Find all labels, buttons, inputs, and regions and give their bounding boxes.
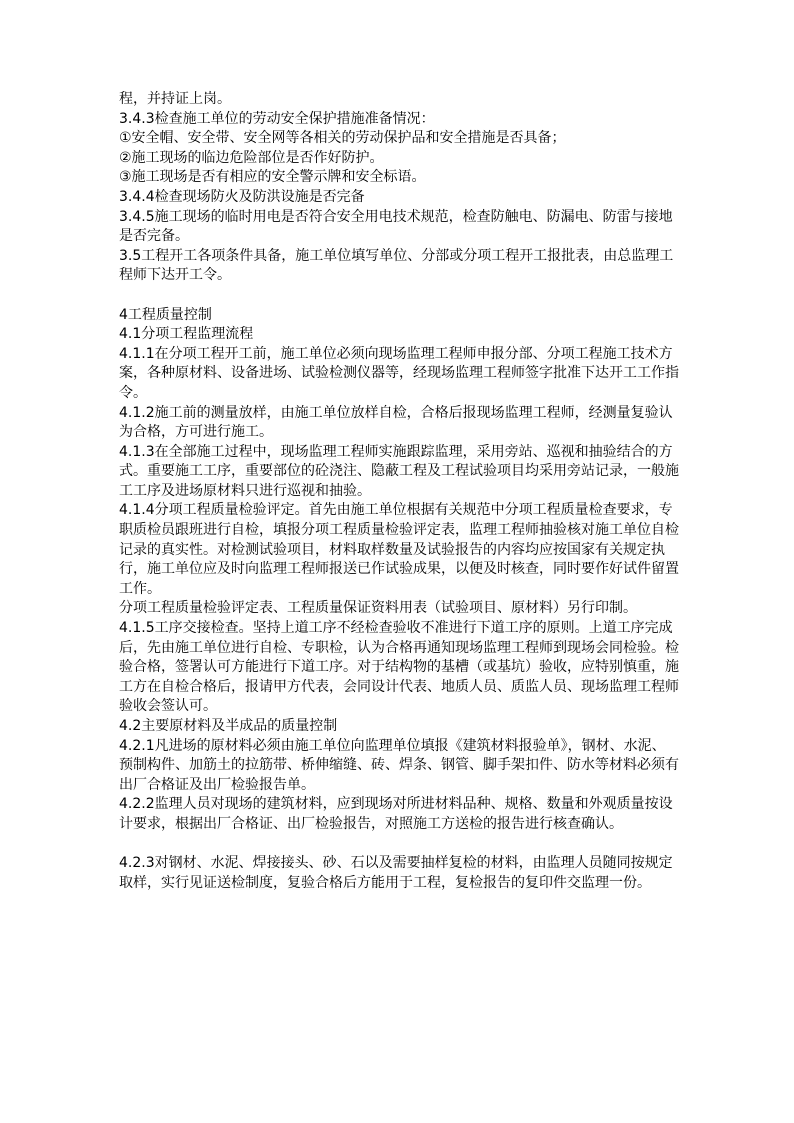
paragraph: 4.2.2监理人员对现场的建筑材料，应到现场对所进材料品种、规格、数量和外观质量按设计要求，根据出厂合格证、出厂检验报告，对照施工方送检的报告进行核查确认。 [119, 796, 673, 832]
paragraph: ②施工现场的临边危险部位是否作好防护。 [119, 149, 384, 166]
paragraph: 4.1.4分项工程质量检验评定。首先由施工单位根据有关规范中分项工程质量检查要求，专职质检员跟班进行自检，填报分项工程质量检验评定表，监理工程师抽验核对施工单位自检记录的真实性。对检测试验项目，材料取样数量及试验报告的内容均应按国家有关规定执行，施工单位应及时向监理工程师报送已作试验成果，以便及时核查，同时要作好试件留置工作。 [119, 502, 679, 597]
paragraph: 4.2.3对钢材、水泥、焊接接头、砂、石以及需要抽样复检的材料，由监理人员随同按规定取样，实行见证送检制度，复验合格后方能用于工程，复检报告的复印件交监理一份。 [119, 855, 673, 891]
blank-line [119, 835, 679, 855]
blank-line [119, 286, 679, 306]
paragraph: 3.4.4检查现场防火及防洪设施是否完备 [119, 188, 365, 205]
section-heading: 4工程质量控制 [119, 306, 212, 323]
paragraph: 4.2.1凡进场的原材料必须由施工单位向监理单位填报《建筑材料报验单》，钢材、水泥、预制构件、加筋土的拉筋带、桥伸缩缝、砖、焊条、钢管、脚手架扣件、防水等材料必须有出厂合格证及出厂检验报告单。 [119, 737, 679, 793]
paragraph: 3.4.3检查施工单位的劳动安全保护措施准备情况： [119, 110, 435, 127]
subsection-heading: 4.2主要原材料及半成品的质量控制 [119, 718, 338, 734]
paragraph: ③施工现场是否有相应的安全警示牌和安全标语。 [119, 169, 426, 186]
paragraph: 4.1.3在全部施工过程中，现场监理工程师实施跟踪监理，采用旁站、巡视和抽验结合的方式。重要施工工序，重要部位的砼浇注、隐蔽工程及工程试验项目均采用旁站记录，一般施工工序及进场原材料只进行巡视和抽验。 [119, 443, 679, 499]
paragraph: 3.5工程开工各项条件具备，施工单位填写单位、分部或分项工程开工报批表，由总监理工程师下达开工令。 [119, 247, 674, 284]
paragraph: 4.1.5工序交接检查。坚持上道工序不经检查验收不准进行下道工序的原则。上道工序完成后，先由施工单位进行自检、专职检，认为合格再通知现场监理工程师到现场会同检验。检验合格，签署认可方能进行下道工序。对于结构物的基槽（或基坑）验收，应特别慎重，施工方在自检合格后，报请甲方代表，会同设计代表、地质人员、质监人员、现场监理工程师验收会签认可。 [119, 620, 679, 715]
paragraph: 4.1.1在分项工程开工前，施工单位必须向现场监理工程师申报分部、分项工程施工技术方案，各种原材料、设备进场、试验检测仪器等，经现场监理工程师签字批准下达开工工作指令。 [119, 345, 679, 401]
paragraph: 4.1.2施工前的测量放样，由施工单位放样自检，合格后报现场监理工程师，经测量复验认为合格，方可进行施工。 [119, 404, 673, 441]
document-body [119, 90, 679, 893]
paragraph: 分项工程质量检验评定表、工程质量保证资料用表（试验项目、原材料）另行印制。 [119, 600, 637, 617]
paragraph: 3.4.5施工现场的临时用电是否符合安全用电技术规范，检查防触电、防漏电、防雷与接地是否完备。 [119, 208, 673, 245]
paragraph: 程，并持证上岗。 [119, 91, 231, 107]
subsection-heading: 4.1分项工程监理流程 [119, 326, 254, 343]
paragraph: ①安全帽、安全带、安全网等各相关的劳动保护品和安全措施是否具备； [119, 130, 566, 147]
